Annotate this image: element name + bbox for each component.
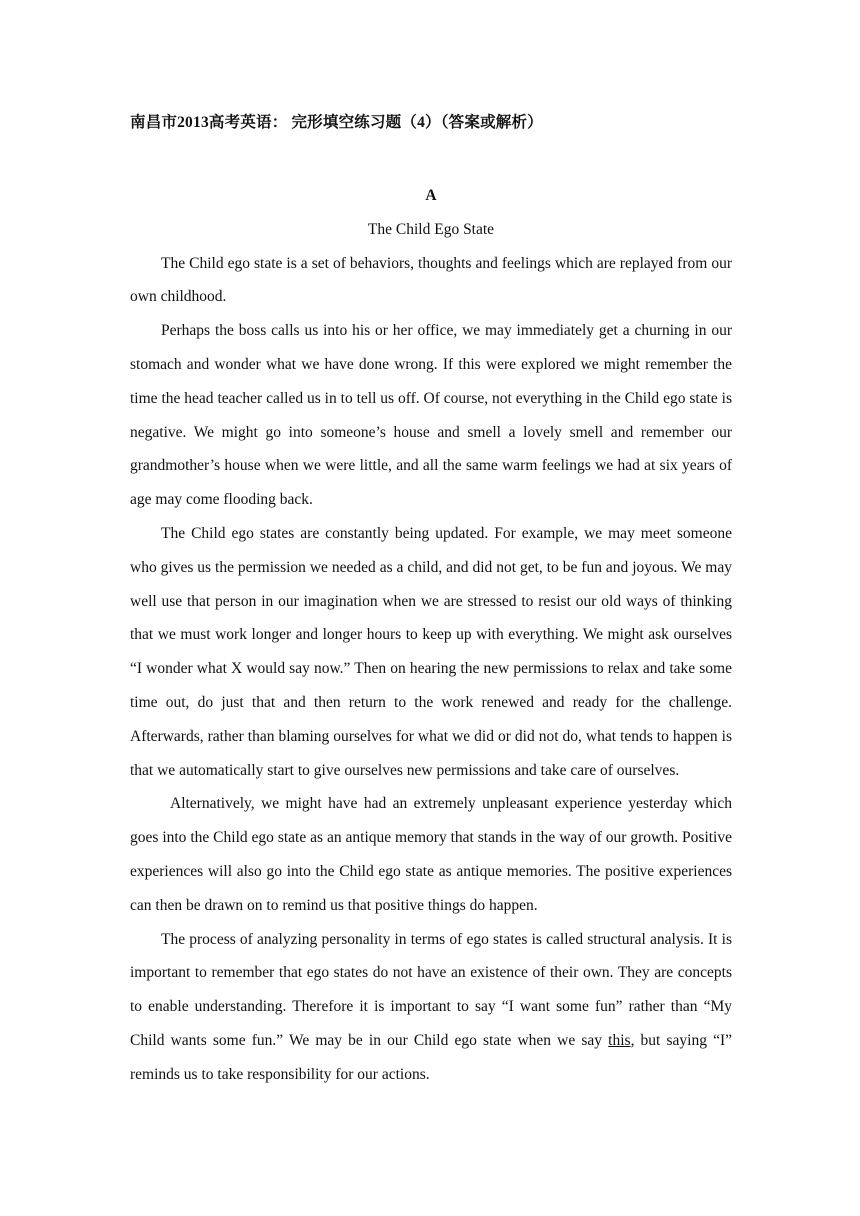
paragraph-5-text-before: The process of analyzing personality in terms of ego states is called structural analysis. It is important to remember that ego states do not have an existence of their own. They are concepts to enable understanding. Therefore it is important to say “I want some fun” rather than “My Child wants some fun.” We may be in our Child ego state when we say — [130, 930, 732, 1049]
section-letter: A — [425, 187, 437, 204]
underlined-word: this — [608, 1031, 631, 1049]
paragraph-2: Perhaps the boss calls us into his or her office, we may immediately get a churning in our stomach and wonder what we have done wrong. If this were explored we might remember the time the head teacher called us in to tell us off. Of course, not everything in the Child ego state is negative. We might go into someone’s house and smell a lovely smell and remember our grandmother’s house when we were little, and all the same warm feelings we had at six years of age may come flooding back. — [130, 322, 732, 509]
section-title: The Child Ego State — [367, 220, 495, 238]
paragraph-4: Alternatively, we might have had an extremely unpleasant experience yesterday which goes into the Child ego state as an antique memory that stands in the way of our growth. Positive experiences will also go into the Child ego state as antique memories. The positive experiences can then be drawn on to remind us that positive things do happen. — [130, 795, 732, 914]
paragraph-5-text-after: , but saying “I” reminds us to take responsibility for our actions. — [130, 1031, 733, 1083]
document-body — [130, 179, 732, 1092]
paragraph-5 — [130, 923, 732, 1092]
document-title: 南昌市2013高考英语： 完形填空练习题（4）（答案或解析） — [130, 114, 543, 131]
paragraph-3: The Child ego states are constantly being updated. For example, we may meet someone who gives us the permission we needed as a child, and did not get, to be fun and joyous. We may well use that person in our imagination when we are stressed to resist our old ways of thinking that we must work longer and longer hours to keep up with everything. We might ask ourselves “I wonder what X would say now.” Then on hearing the new permissions to relax and take some time out, do just that and then return to the work renewed and ready for the challenge. Afterwards, rather than blaming ourselves for what we did or did not do, what tends to happen is that we automatically start to give ourselves new permissions and take care of ourselves. — [130, 524, 732, 779]
paragraph-1: The Child ego state is a set of behaviors, thoughts and feelings which are replayed from our own childhood. — [130, 254, 732, 306]
